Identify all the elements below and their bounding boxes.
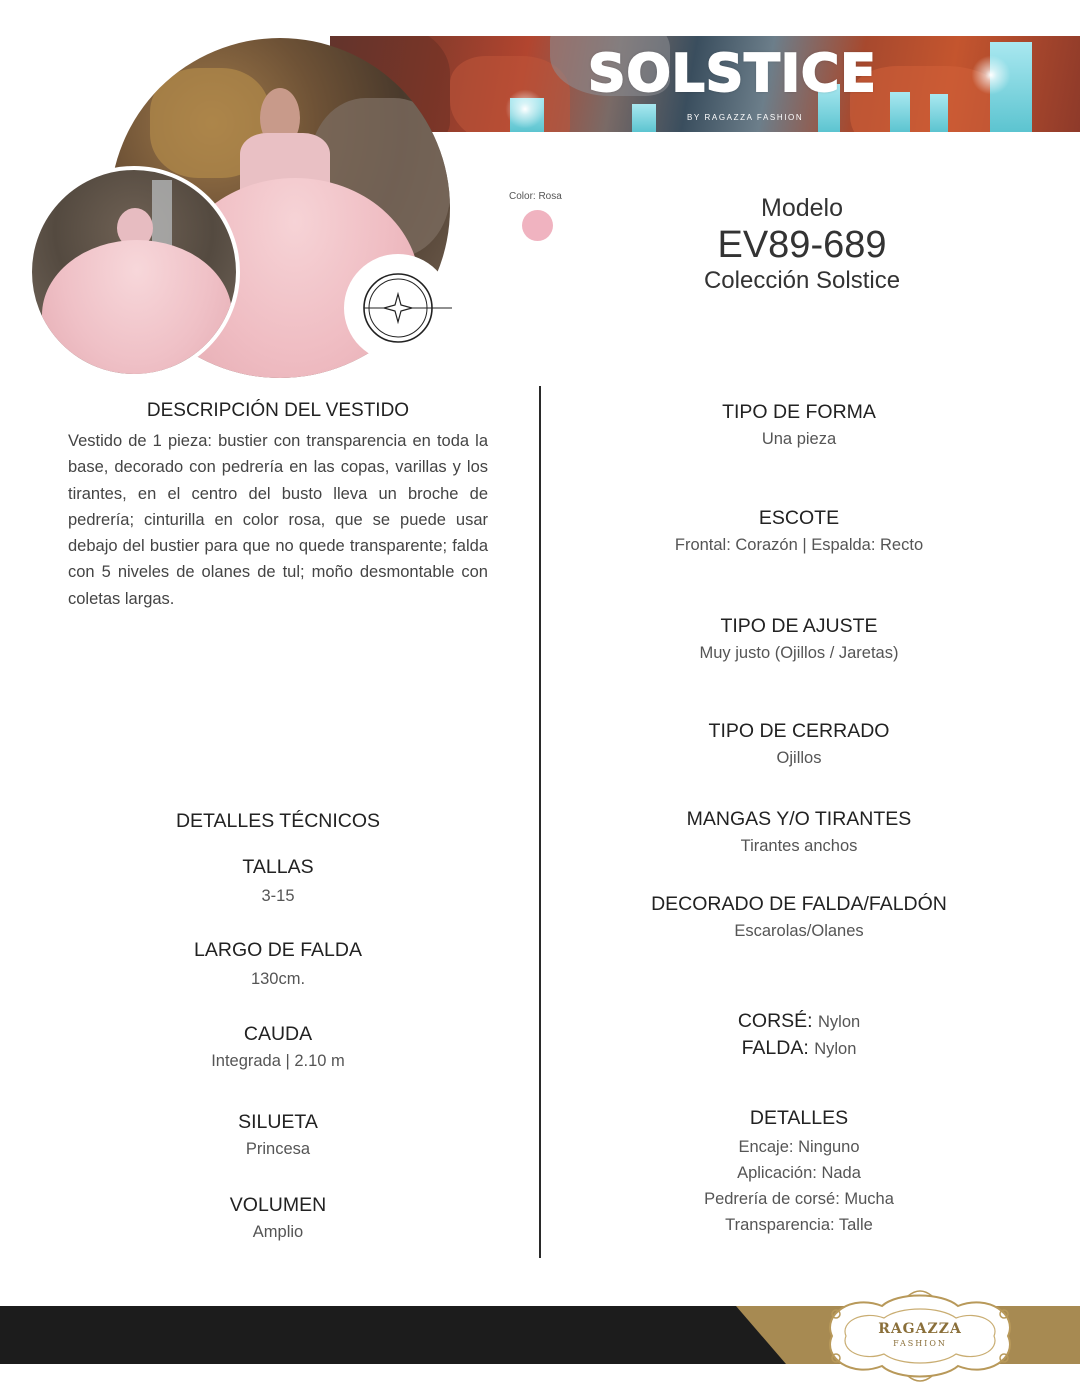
spec-label: TALLAS — [242, 856, 314, 878]
spec-cauda — [68, 1022, 488, 1072]
technical-details-title: DETALLES TÉCNICOS — [175, 810, 381, 832]
detail-item: Pedrería de corsé: Mucha — [704, 1190, 894, 1208]
spec-value: Una pieza — [761, 430, 837, 448]
logo-text: RAGAZZA — [878, 1321, 962, 1337]
color-label: Color: Rosa — [509, 191, 562, 202]
model-label: Modelo — [761, 194, 843, 222]
fabric-info — [600, 1008, 998, 1062]
corse-value: Nylon — [818, 1013, 861, 1031]
spec-label: MANGAS Y/O TIRANTES — [686, 808, 912, 830]
falda-label: FALDA: — [741, 1037, 809, 1059]
spec-value: Amplio — [252, 1223, 304, 1241]
spec-volumen — [68, 1193, 488, 1243]
model-info — [640, 193, 964, 295]
spec-escote — [600, 506, 998, 556]
spec-label: DECORADO DE FALDA/FALDÓN — [651, 893, 947, 915]
corse-label: CORSÉ: — [737, 1010, 813, 1032]
detail-item: Encaje: Ninguno — [738, 1138, 860, 1156]
spec-tipo-forma — [600, 400, 998, 450]
spec-tipo-ajuste — [600, 614, 998, 664]
brand-subtitle: BY RAGAZZA FASHION — [687, 113, 804, 122]
spec-label: ESCOTE — [758, 507, 840, 529]
description-text: Vestido de 1 pieza: bustier con transparencia en toda la base, decorado con pedrería en las copas, varillas y los tirantes, en el centro del busto lleva un broche de pedrería; cinturilla en color rosa, que se puede usar debajo del bustier para que no quede transparente; falda con 5 niveles de olanes de tul; moño desmontable con coletas largas. — [68, 432, 488, 608]
spec-label: TIPO DE CERRADO — [708, 720, 890, 742]
spec-tipo-cerrado — [600, 719, 998, 769]
star-emblem-icon — [344, 254, 452, 362]
spec-decorado-falda — [600, 892, 998, 942]
spec-value: 130cm. — [250, 970, 306, 988]
spec-value: Tirantes anchos — [740, 837, 858, 855]
spec-label: SILUETA — [238, 1111, 318, 1133]
collection-banner — [330, 36, 1080, 132]
model-code: EV89-689 — [717, 224, 887, 266]
collection-name: Colección Solstice — [703, 267, 901, 294]
spec-largo-falda — [68, 938, 488, 990]
spec-value: Escarolas/Olanes — [734, 922, 864, 940]
spec-value: Muy justo (Ojillos / Jaretas) — [699, 644, 899, 662]
brand-title: SOLSTICE — [588, 44, 877, 104]
detail-item: Transparencia: Talle — [725, 1216, 873, 1234]
dress-photo-back — [28, 166, 240, 378]
spec-label: DETALLES — [749, 1107, 849, 1129]
falda-value: Nylon — [814, 1040, 857, 1058]
spec-label: TIPO DE FORMA — [722, 401, 876, 423]
description-title: DESCRIPCIÓN DEL VESTIDO — [146, 400, 410, 421]
spec-value: 3-15 — [261, 887, 295, 905]
detail-item: Aplicación: Nada — [737, 1164, 861, 1182]
spec-value: Frontal: Corazón | Espalda: Recto — [674, 536, 924, 554]
spec-value: Integrada | 2.10 m — [211, 1052, 345, 1070]
spec-label: TIPO DE AJUSTE — [720, 615, 878, 637]
spec-silueta — [68, 1110, 488, 1160]
spec-value: Ojillos — [776, 749, 822, 767]
spec-detalles — [600, 1106, 998, 1238]
logo-subtext: FASHION — [893, 1339, 947, 1348]
color-swatch — [522, 210, 553, 241]
spec-label: CAUDA — [243, 1023, 313, 1045]
spec-mangas-tirantes — [600, 807, 998, 857]
spec-value: Princesa — [245, 1140, 311, 1158]
spec-label: VOLUMEN — [229, 1194, 327, 1216]
spec-tallas — [68, 855, 488, 907]
column-divider — [539, 386, 541, 1258]
spec-label: LARGO DE FALDA — [194, 939, 362, 961]
